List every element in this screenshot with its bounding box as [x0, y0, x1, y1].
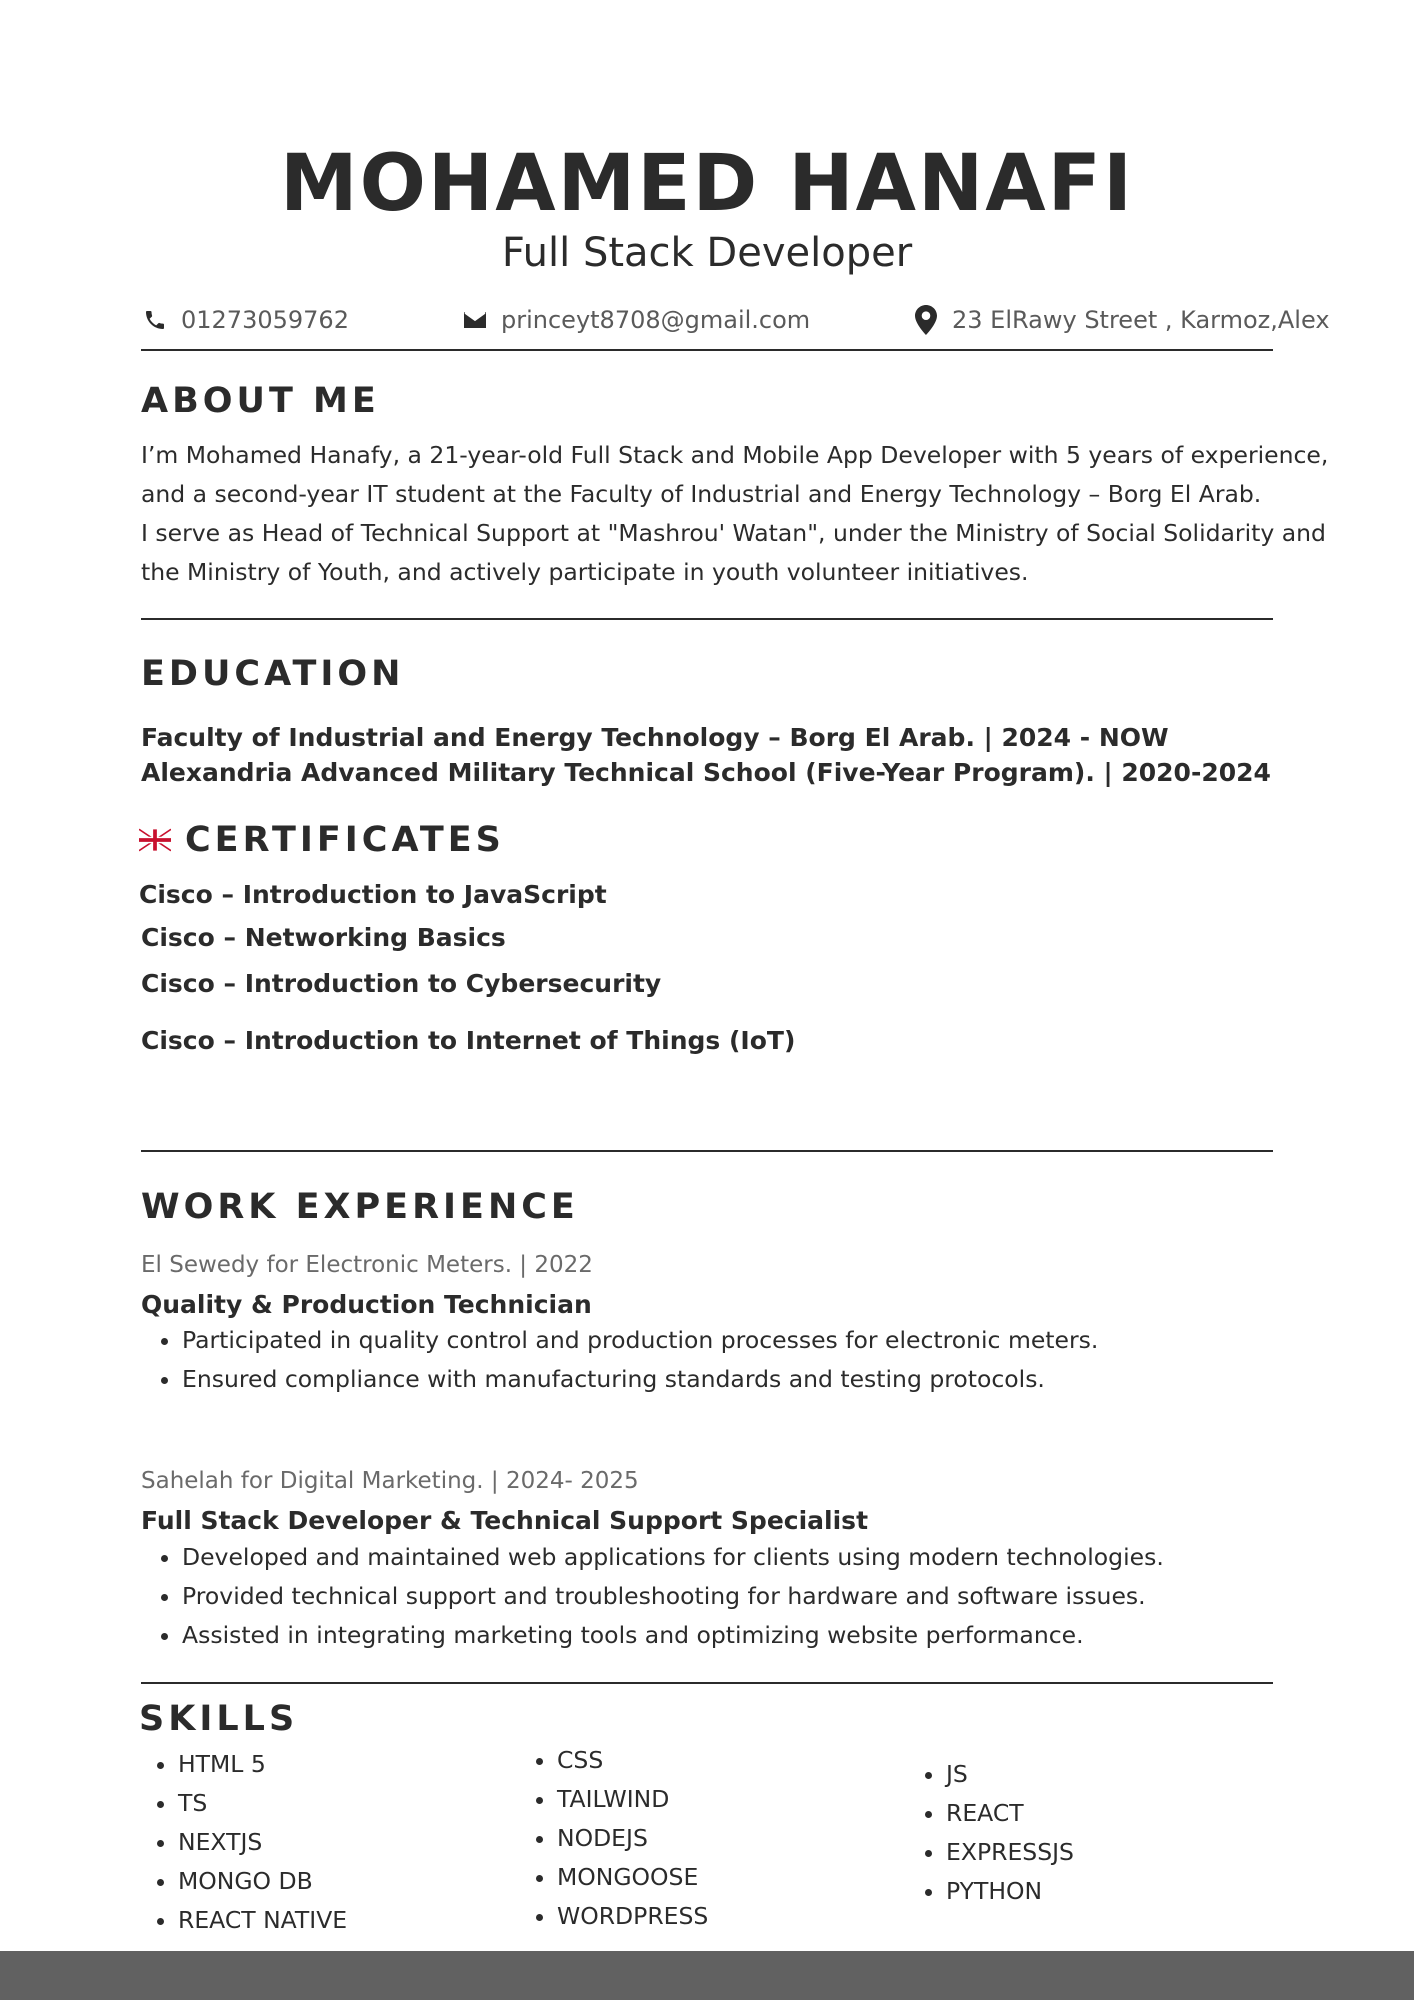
contact-email — [461, 300, 810, 340]
list-item: • Developed and maintained web applications for clients using modern technologies. — [182, 1538, 1164, 1577]
skill-item: • NEXTJS — [178, 1823, 347, 1862]
divider — [141, 349, 1273, 351]
about-line: I’m Mohamed Hanafy, a 21-year-old Full Stack and Mobile App Developer with 5 years of experience, — [141, 441, 1329, 469]
footer-bar — [0, 1951, 1414, 2000]
divider — [141, 618, 1273, 620]
job-company: Sahelah for Digital Marketing. | 2024- 2025 — [141, 1468, 639, 1494]
job-bullets — [141, 1538, 1164, 1655]
map-pin-icon — [912, 304, 940, 336]
list-item: • Participated in quality control and production processes for electronic meters. — [182, 1321, 1098, 1360]
skill-item: • TAILWIND — [557, 1780, 708, 1819]
education-heading: EDUCATION — [141, 654, 405, 694]
phone-icon — [141, 304, 169, 336]
certificate-item: Cisco – Introduction to Cybersecurity — [141, 969, 662, 998]
certificate-item: Cisco – Networking Basics — [141, 923, 506, 952]
job-company: El Sewedy for Electronic Meters. | 2022 — [141, 1252, 593, 1278]
divider — [141, 1150, 1273, 1152]
list-item: • Provided technical support and troubleshooting for hardware and software issues. — [182, 1577, 1164, 1616]
list-item: • Ensured compliance with manufacturing standards and testing protocols. — [182, 1360, 1098, 1399]
contact-phone — [141, 300, 349, 340]
list-item: • Assisted in integrating marketing tools and optimizing website performance. — [182, 1616, 1164, 1655]
divider — [141, 1682, 1273, 1684]
resume-name: MOHAMED HANAFI — [280, 139, 1134, 229]
skill-item: • HTML 5 — [178, 1745, 347, 1784]
skills-column — [909, 1755, 1074, 1911]
skill-item: • PYTHON — [946, 1872, 1074, 1911]
education-item: Faculty of Industrial and Energy Technology – Borg El Arab. | 2024 - NOW — [141, 723, 1169, 752]
job-bullets — [141, 1321, 1098, 1399]
about-heading: ABOUT ME — [141, 381, 380, 421]
skill-item: • EXPRESSJS — [946, 1833, 1074, 1872]
skill-item: • REACT — [946, 1794, 1074, 1833]
education-item: Alexandria Advanced Military Technical School (Five-Year Program). | 2020-2024 — [141, 758, 1271, 787]
about-line: and a second-year IT student at the Faculty of Industrial and Energy Technology – Borg El Arab. — [141, 480, 1262, 508]
certificate-item: Cisco – Introduction to Internet of Things (IoT) — [141, 1026, 796, 1055]
certificate-item: Cisco – Introduction to JavaScript — [139, 880, 607, 909]
skills-column — [141, 1745, 347, 1940]
contact-address — [912, 300, 1330, 340]
uk-flag-icon — [139, 828, 171, 852]
skill-item: • MONGOOSE — [557, 1858, 708, 1897]
skills-heading: SKILLS — [139, 1699, 299, 1739]
about-line: I serve as Head of Technical Support at "Mashrou' Watan", under the Ministry of Social Solidarity and — [141, 519, 1326, 547]
address-text: 23 ElRawy Street , Karmoz,Alex — [952, 306, 1330, 334]
work-experience-heading: WORK EXPERIENCE — [141, 1187, 579, 1227]
about-line: the Ministry of Youth, and actively participate in youth volunteer initiatives. — [141, 558, 1029, 586]
skill-item: • NODEJS — [557, 1819, 708, 1858]
skill-item: • JS — [946, 1755, 1074, 1794]
phone-text: 01273059762 — [181, 306, 349, 334]
job-title: Full Stack Developer — [501, 230, 913, 276]
job-role: Quality & Production Technician — [141, 1290, 592, 1319]
email-text: princeyt8708@gmail.com — [501, 306, 811, 334]
skill-item: • WORDPRESS — [557, 1897, 708, 1936]
skill-item: • CSS — [557, 1741, 708, 1780]
skill-item: • MONGO DB — [178, 1862, 347, 1901]
skill-item: • TS — [178, 1784, 347, 1823]
skill-item: • REACT NATIVE — [178, 1901, 347, 1940]
envelope-icon — [461, 304, 489, 336]
skills-column — [520, 1741, 708, 1936]
certificates-heading: CERTIFICATES — [185, 820, 505, 860]
about-text — [141, 436, 1381, 592]
job-role: Full Stack Developer & Technical Support Specialist — [141, 1506, 869, 1535]
